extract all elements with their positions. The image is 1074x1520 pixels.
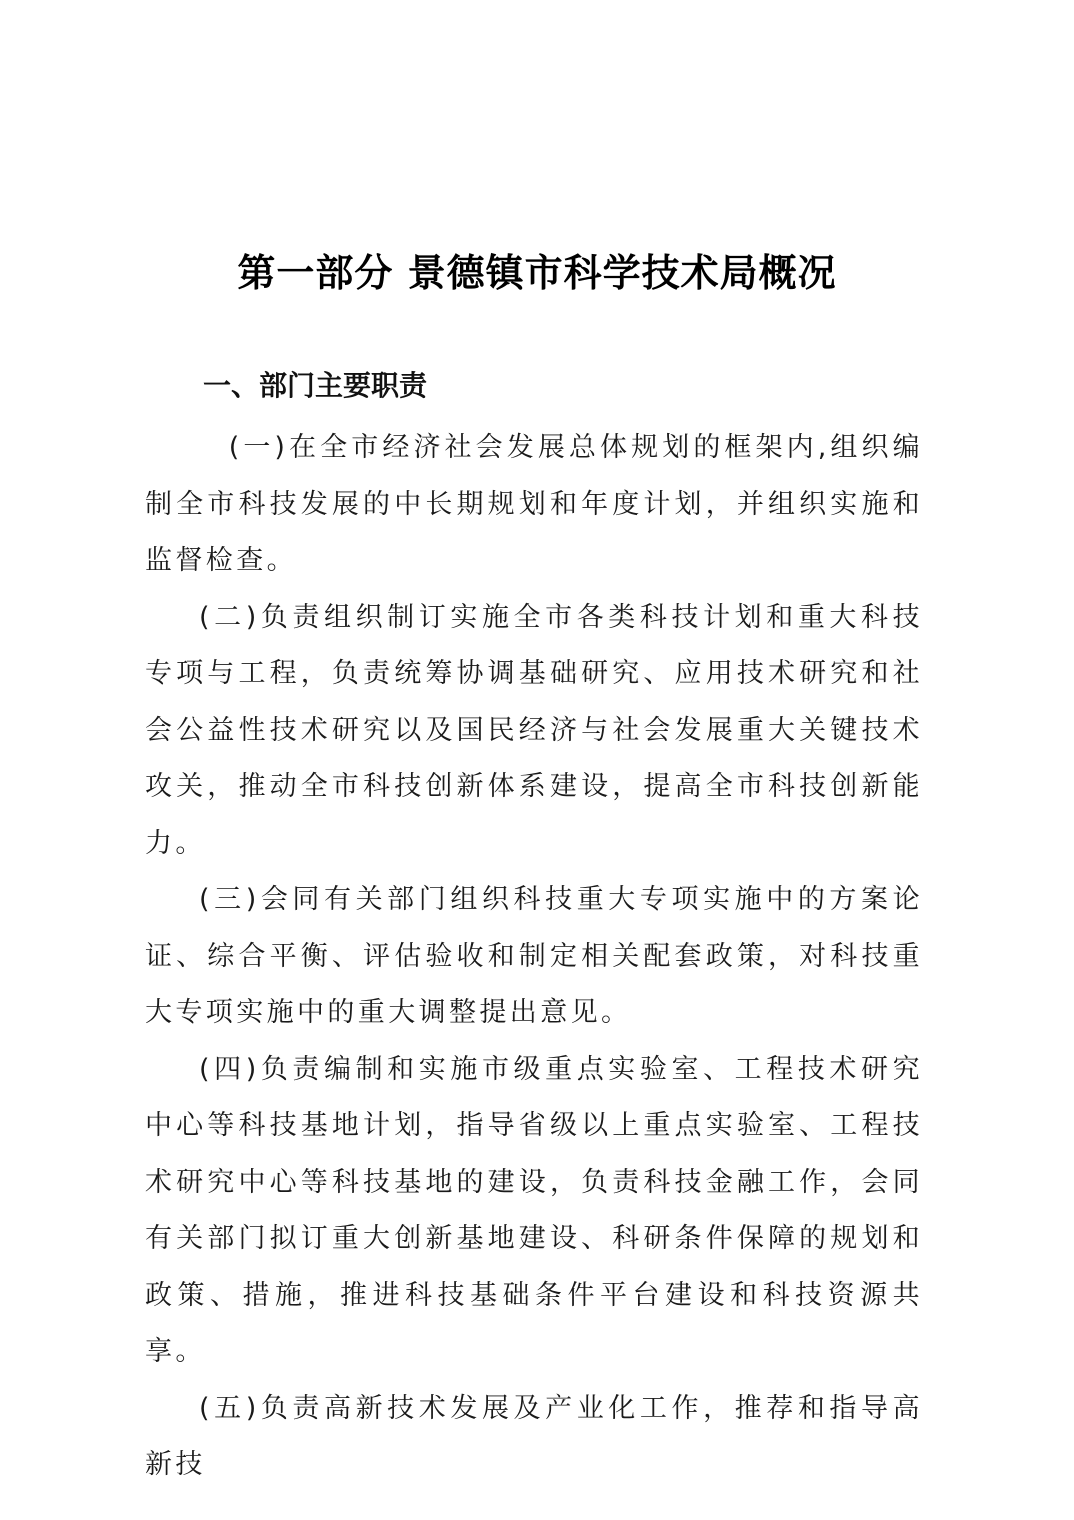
document-title: 第一部分 景德镇市科学技术局概况 <box>237 250 837 295</box>
paragraph-duty-2: (二)负责组织制订实施全市各类科技计划和重大科技专项与工程，负责统筹协调基础研究、应用技术研究和社会公益性技术研究以及国民经济与社会发展重大关键技术攻关，推动全市科技创新体系建设，提高全市科技创新能力。 <box>145 601 923 859</box>
body-text <box>145 420 923 1494</box>
section-heading: 一、部门主要职责 <box>203 369 428 402</box>
paragraph-duty-5: (五)负责高新技术发展及产业化工作，推荐和指导高新技 <box>145 1392 923 1480</box>
paragraph-duty-4: (四)负责编制和实施市级重点实验室、工程技术研究中心等科技基地计划，指导省级以上重点实验室、工程技术研究中心等科技基地的建设，负责科技金融工作，会同有关部门拟订重大创新基地建设、科研条件保障的规划和政策、措施，推进科技基础条件平台建设和科技资源共享。 <box>145 1053 923 1367</box>
paragraph-duty-3: (三)会同有关部门组织科技重大专项实施中的方案论证、综合平衡、评估验收和制定相关配套政策，对科技重大专项实施中的重大调整提出意见。 <box>145 884 923 1028</box>
paragraph-duty-1: (一)在全市经济社会发展总体规划的框架内,组织编制全市科技发展的中长期规划和年度计划，并组织实施和监督检查。 <box>145 432 923 576</box>
